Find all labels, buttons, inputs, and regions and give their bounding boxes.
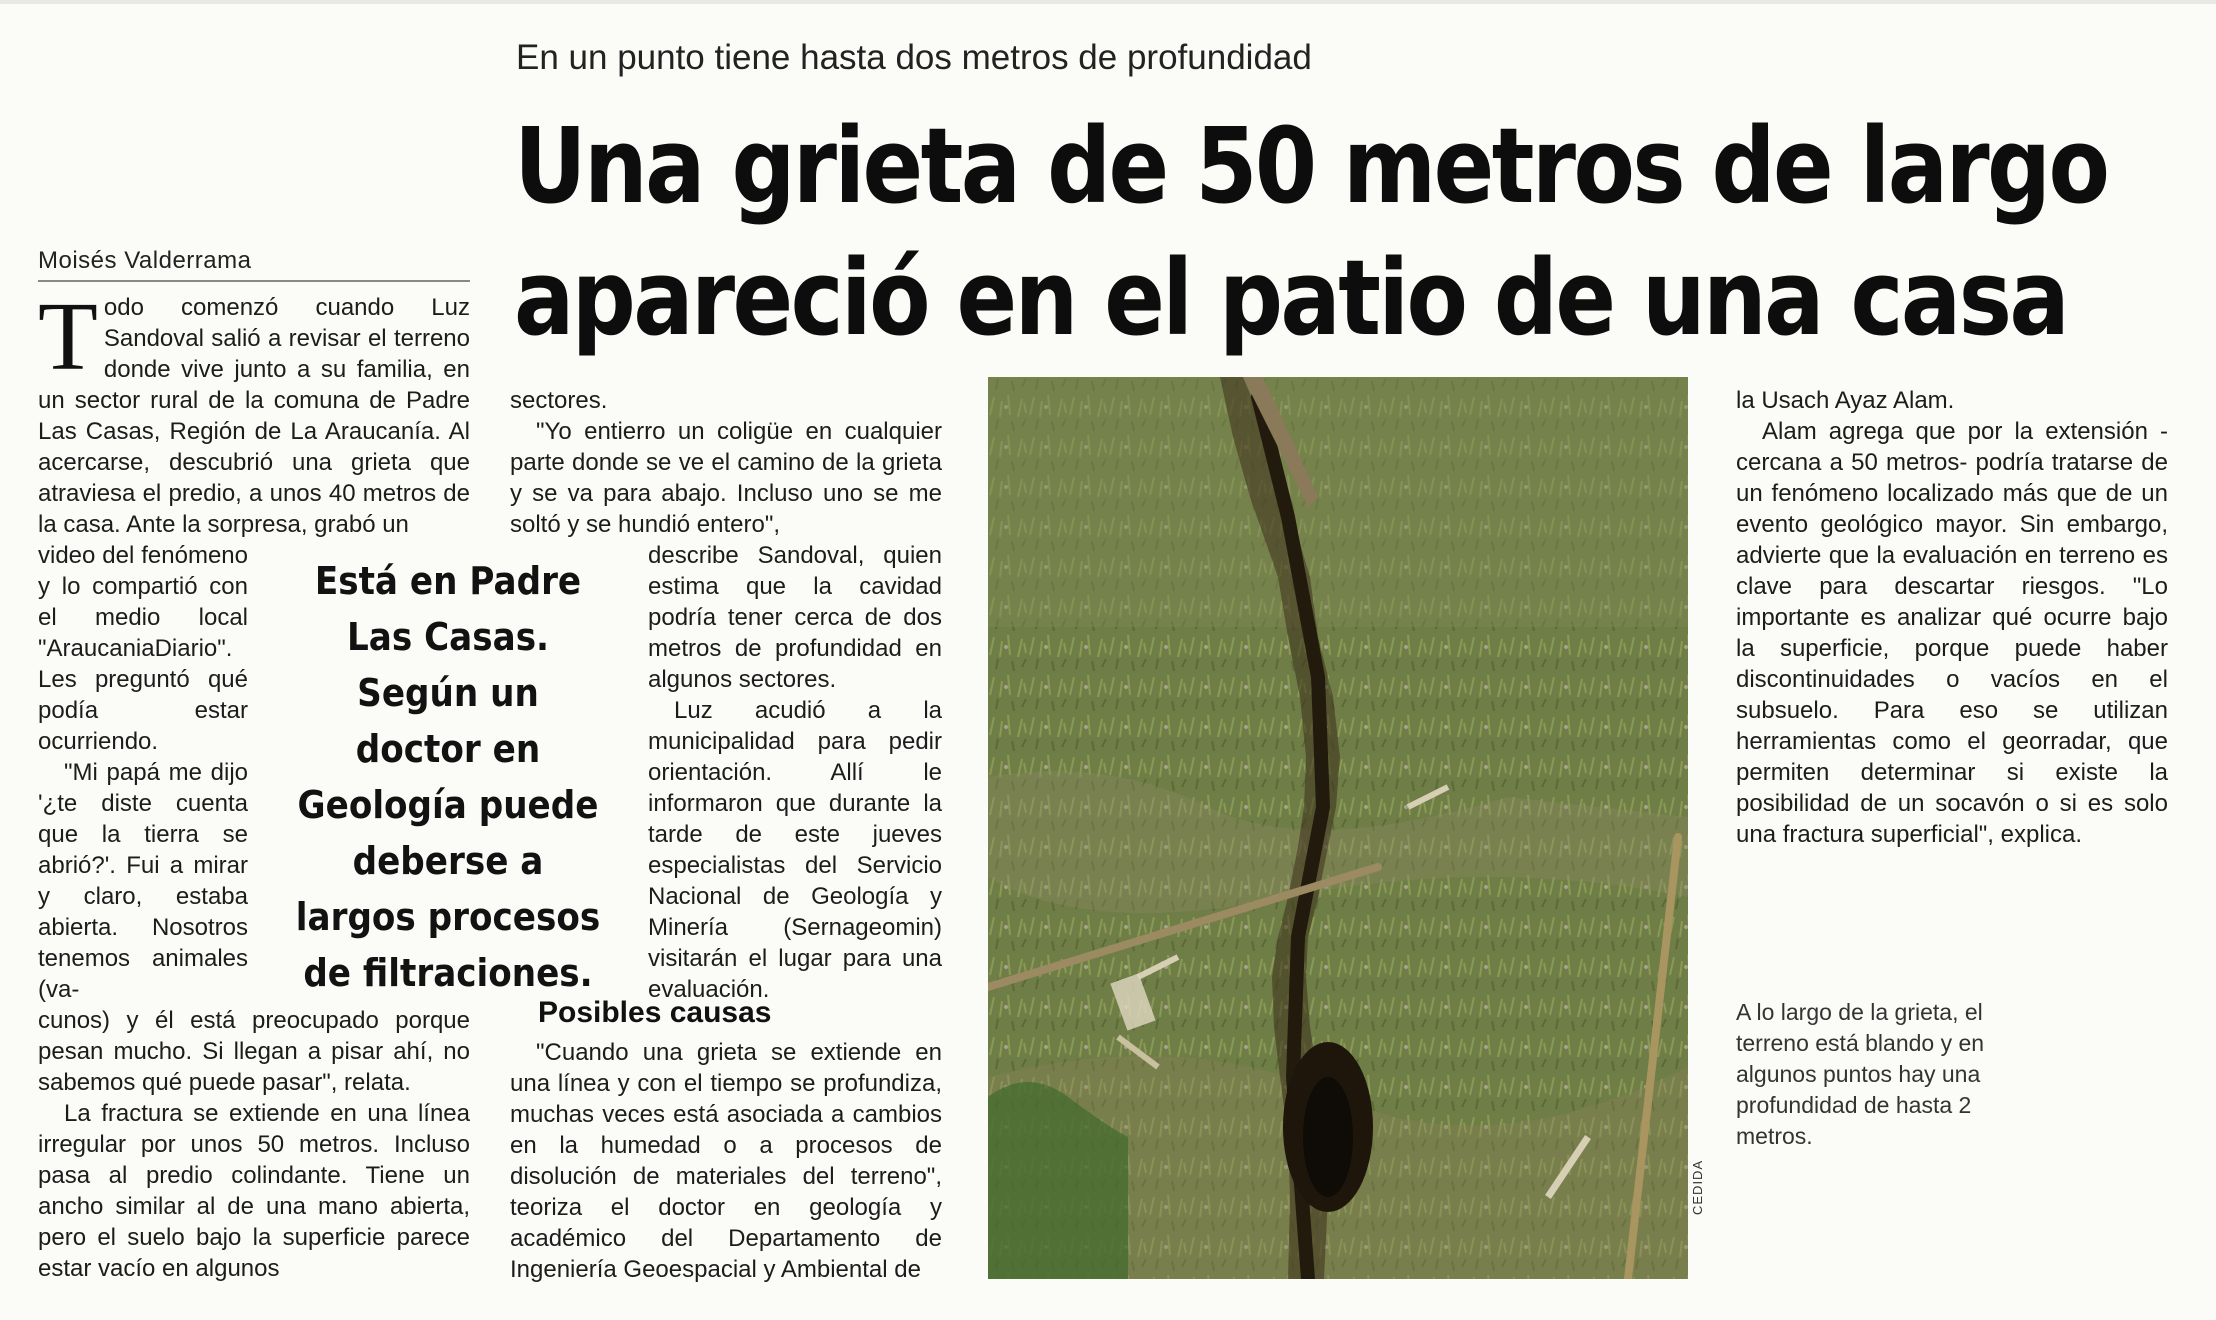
paragraph-municipalidad: Luz acudió a la municipalidad para pedir orientación. Allí le informaron que durante la tarde de este jueves especialistas del Servicio Nacional de Geología y Minería (Sernageomin) visitarán el lugar para una evaluación. — [648, 697, 942, 1003]
paragraph-sectores: sectores. — [510, 387, 608, 414]
byline-author: Moisés Valderrama — [38, 247, 252, 274]
subhead-possible-causes: Posibles causas — [538, 996, 772, 1029]
byline — [38, 247, 470, 282]
photo-credit: CEDIDA — [1690, 1159, 1705, 1215]
paragraph-describe: describe Sandoval, quien estima que la cavidad podría tener cerca de dos metros de profundidad en algunos sectores. — [648, 542, 942, 693]
paragraph-intro: odo comenzó cuando Luz Sandoval salió a revisar el terreno donde vive junto a su familia, en un sector rural de la comuna de Padre Las Casas, Región de La Araucanía. Al acercarse, descubrió una grieta que atraviesa el predio, a unos 40 metros de la casa. Ante la sorpresa, grabó un — [38, 294, 470, 538]
paragraph-fracture: La fractura se extiende en una línea irregular por unos 50 metros. Incluso pasa al predio colindante. Tiene un ancho similar al de una mano abierta, pero el suelo bajo la superficie parece estar vacío en algunos — [38, 1100, 470, 1282]
headline-line-2: apareció en el patio de una casa — [514, 237, 2068, 359]
column-3 — [1736, 385, 2168, 850]
paragraph-quote-father: "Mi papá me dijo '¿te diste cuenta que la tierra se abrió?'. Fui a mirar y claro, estaba abierta. Nosotros tenemos animales (va- — [38, 759, 248, 1003]
article-headline — [514, 100, 2108, 364]
paragraph-alam: Alam agrega que por la extensión -cercana a 50 metros- podría tratarse de un fenómeno localizado más que de un evento geológico mayor. Sin embargo, advierte que la evaluación en terreno es clave para descartar riesgos. "Lo importante es analizar qué ocurre bajo la superficie, porque puede haber discontinuidades o vacíos en el subsuelo. Para eso se utilizan herramientas como el georradar, que permiten determinar si existe la posibilidad de un socavón o si es solo una fractura superficial", explica. — [1736, 418, 2168, 848]
column-2-bottom — [510, 1037, 942, 1285]
column-1-top — [38, 283, 470, 540]
grass-crack-photo-icon — [988, 377, 1688, 1279]
paragraph-usach: la Usach Ayaz Alam. — [1736, 387, 1955, 414]
column-2-top — [510, 385, 942, 540]
column-1-bottom — [38, 1005, 470, 1284]
photo-caption: A lo largo de la grieta, el terreno está blando y en algunos puntos hay una profundidad de hasta 2 metros. — [1736, 999, 1985, 1149]
pull-quote: Está en Padre Las Casas. Según un doctor en Geología puede deberse a largos procesos de filtraciones. — [295, 559, 601, 995]
paragraph-animals: cunos) y él está preocupado porque pesan mucho. Si llegan a pisar ahí, no sabemos qué puede pasar", relata. — [38, 1007, 470, 1096]
dropcap: T — [38, 283, 98, 391]
column-2-narrow — [648, 540, 942, 1005]
page-top-edge — [0, 0, 2216, 4]
paragraph-video: video del fenómeno y lo compartió con el medio local "AraucaniaDiario". Les preguntó qué podía estar ocurriendo. — [38, 542, 248, 755]
crack-photo — [988, 377, 1688, 1279]
paragraph-expert: "Cuando una grieta se extiende en una línea y con el tiempo se profundiza, muchas veces está asociada a cambios en la humedad o a procesos de disolución de materiales del terreno", teoriza el doctor en geología y académico del Departamento de Ingeniería Geoespacial y Ambiental de — [510, 1039, 942, 1283]
paragraph-coligue: "Yo entierro un coligüe en cualquier parte donde se ve el camino de la grieta y se va para abajo. Incluso uno se me soltó y se hundió entero", — [510, 418, 942, 538]
article-kicker: En un punto tiene hasta dos metros de profundidad — [516, 38, 1312, 77]
column-1-narrow — [38, 540, 248, 1005]
headline-line-1: Una grieta de 50 metros de largo — [514, 105, 2108, 227]
